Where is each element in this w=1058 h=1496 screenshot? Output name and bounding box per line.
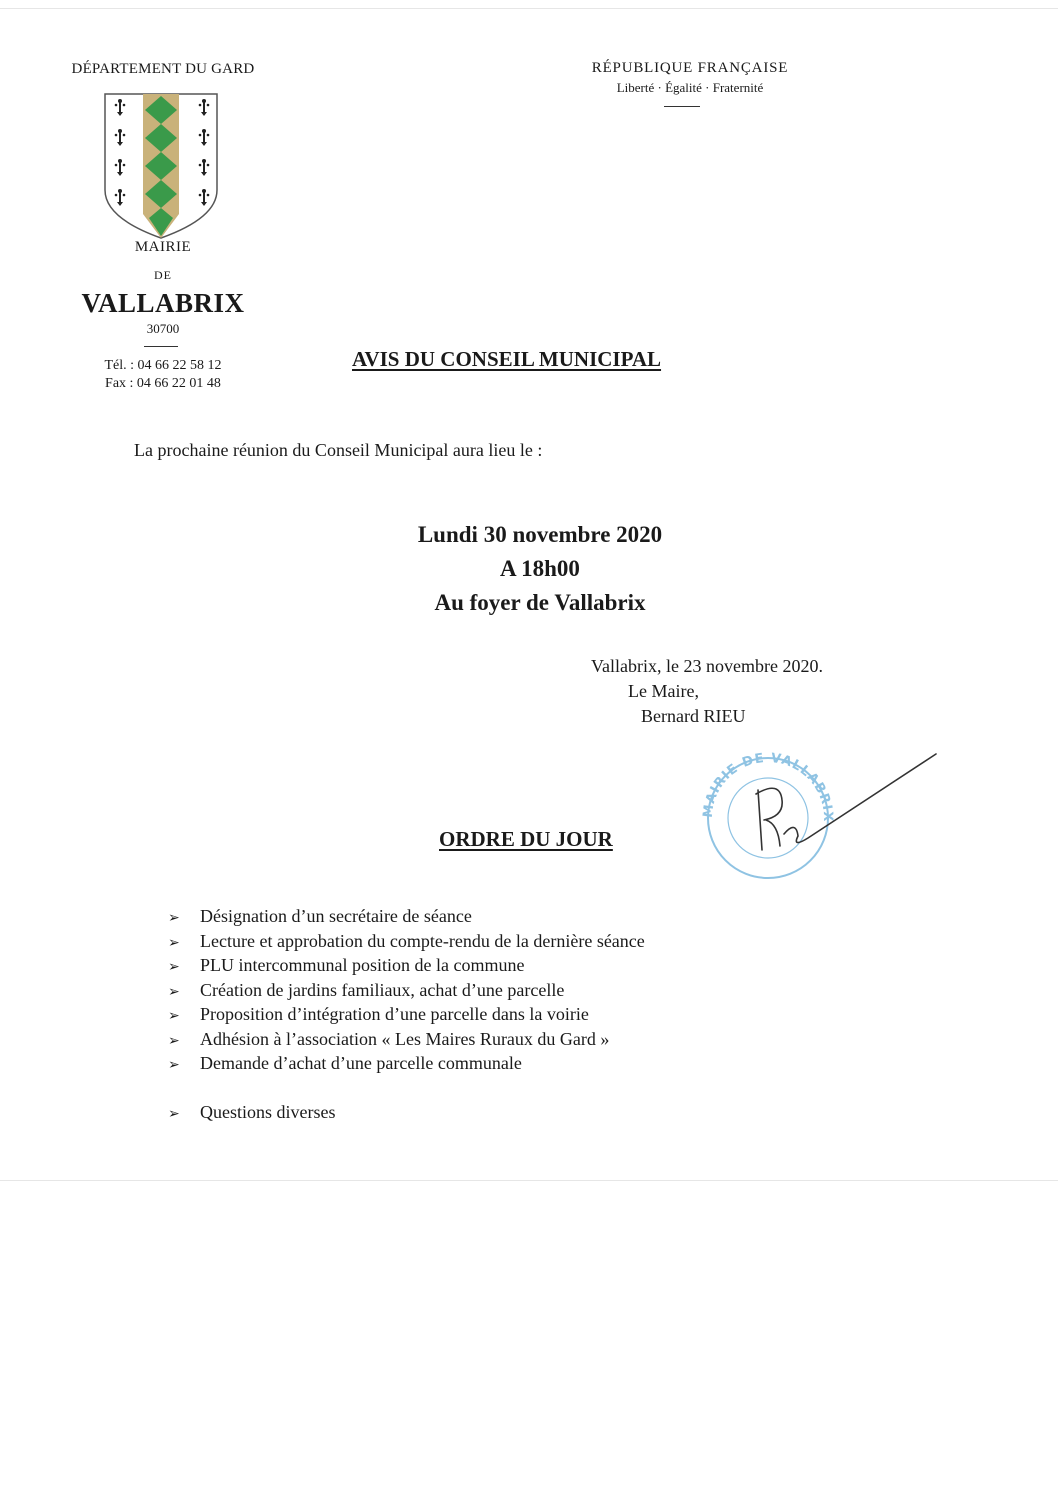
mairie-label: MAIRIE bbox=[134, 239, 192, 255]
town-name: VALLABRIX bbox=[81, 288, 245, 318]
agenda-list bbox=[168, 904, 645, 1124]
agenda-item: ➢ Proposition d’intégration d’une parcelle dans la voirie bbox=[168, 1002, 645, 1027]
de-label: DE bbox=[154, 268, 172, 282]
signature-place-date: Vallabrix, le 23 novembre 2020. bbox=[591, 656, 823, 676]
divider-left bbox=[144, 346, 178, 347]
agenda-item: ➢ Création de jardins familiaux, achat d’une parcelle bbox=[168, 978, 645, 1003]
fax-number: Fax : 04 66 22 01 48 bbox=[105, 376, 221, 391]
arrow-bullet-icon: ➢ bbox=[168, 1105, 180, 1122]
agenda-item: ➢ Demande d’achat d’une parcelle communale bbox=[168, 1051, 645, 1076]
department-label: DÉPARTEMENT DU GARD bbox=[71, 61, 255, 77]
agenda-item: ➢ Lecture et approbation du compte-rendu de la dernière séance bbox=[168, 929, 645, 954]
intro-text: La prochaine réunion du Conseil Municipal aura lieu le : bbox=[134, 440, 543, 460]
coat-of-arms-icon bbox=[101, 90, 221, 242]
agenda-item: ➢ PLU intercommunal position de la commune bbox=[168, 953, 645, 978]
notice-title: AVIS DU CONSEIL MUNICIPAL bbox=[352, 347, 662, 371]
arrow-bullet-icon: ➢ bbox=[168, 910, 180, 926]
official-stamp-icon bbox=[700, 750, 940, 885]
republic-label: RÉPUBLIQUE FRANÇAISE bbox=[591, 60, 789, 76]
agenda-item: ➢ Questions diverses bbox=[168, 1100, 645, 1125]
signature-name: Bernard RIEU bbox=[641, 706, 746, 726]
arrow-bullet-icon: ➢ bbox=[168, 1057, 180, 1073]
republic-motto: Liberté · Égalité · Fraternité bbox=[616, 80, 764, 95]
meeting-date: Lundi 30 novembre 2020 bbox=[417, 522, 663, 547]
handwritten-signature-icon bbox=[756, 754, 936, 850]
meeting-location: Au foyer de Vallabrix bbox=[434, 590, 646, 615]
svg-text:MAIRIE DE VALLABRIX bbox=[701, 751, 835, 823]
arrow-bullet-icon: ➢ bbox=[168, 983, 180, 1000]
scan-edge-top bbox=[0, 8, 1058, 9]
stamp-text: MAIRIE DE VALLABRIX bbox=[700, 750, 836, 823]
scan-fold-line bbox=[0, 1180, 1058, 1181]
agenda-item: ➢ Désignation d’un secrétaire de séance bbox=[168, 904, 645, 929]
phone-number: Tél. : 04 66 22 58 12 bbox=[104, 358, 222, 373]
postcode: 30700 bbox=[146, 321, 180, 336]
arrow-bullet-icon: ➢ bbox=[168, 1032, 180, 1049]
arrow-bullet-icon: ➢ bbox=[168, 959, 180, 975]
meeting-time: A 18h00 bbox=[500, 556, 580, 581]
divider-right bbox=[664, 106, 700, 107]
agenda-title: ORDRE DU JOUR bbox=[439, 827, 613, 851]
meeting-details bbox=[300, 518, 780, 620]
signature-role: Le Maire, bbox=[628, 681, 699, 701]
agenda-item: ➢ Adhésion à l’association « Les Maires Ruraux du Gard » bbox=[168, 1027, 645, 1052]
arrow-bullet-icon: ➢ bbox=[168, 1008, 180, 1024]
arrow-bullet-icon: ➢ bbox=[168, 934, 180, 951]
